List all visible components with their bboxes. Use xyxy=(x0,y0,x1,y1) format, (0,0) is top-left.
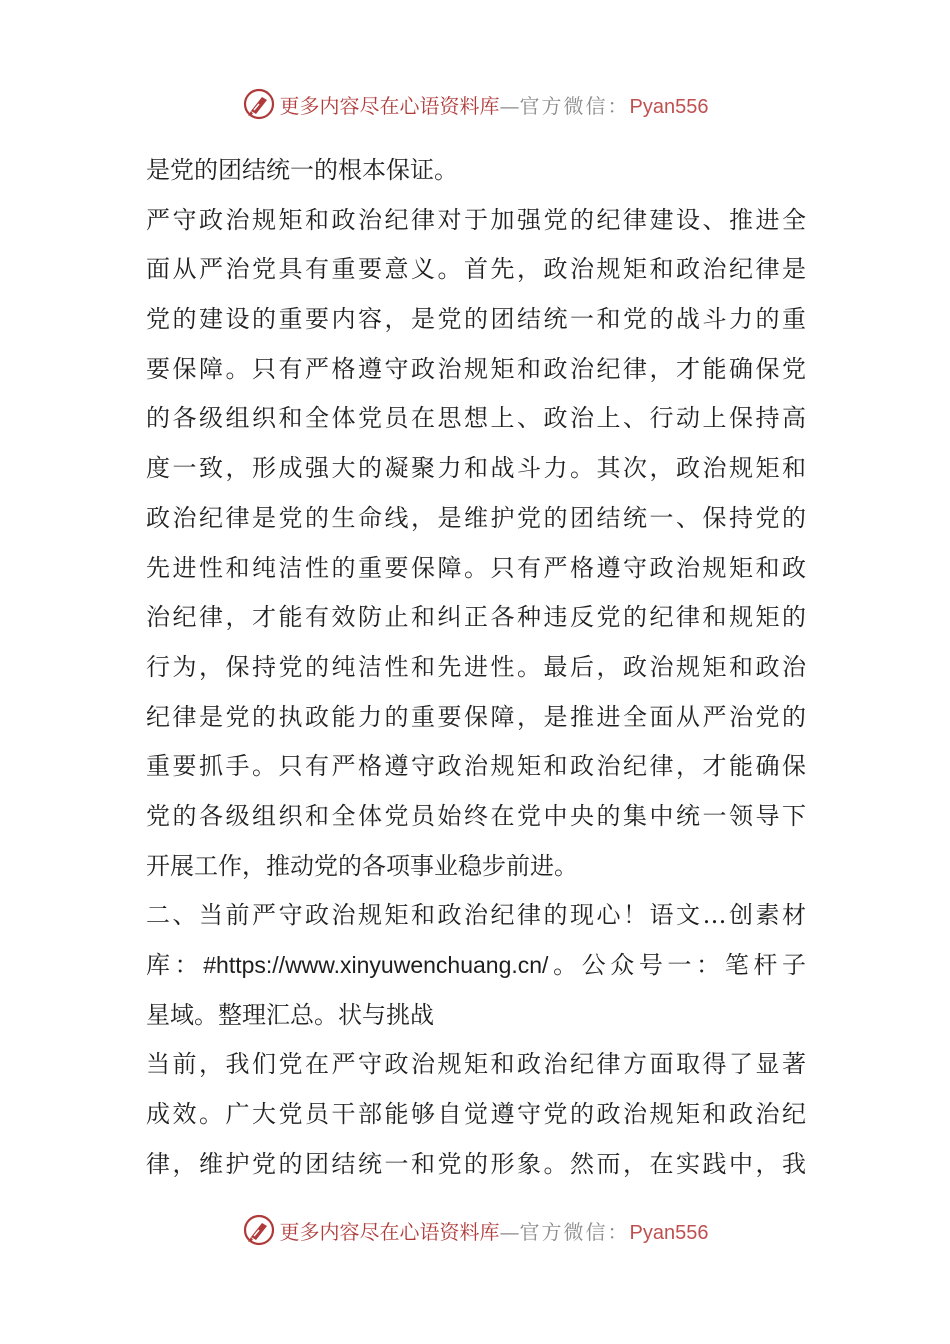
text-line: 面从严治党具有重要意义。首先，政治规矩和政治纪律是 xyxy=(146,255,806,284)
text-line: 星域。整理汇总。状与挑战 xyxy=(146,1000,434,1029)
text-line: 律，维护党的团结统一和党的形象。然而，在实践中，我 xyxy=(146,1149,806,1178)
section-heading-line: 二、当前严守政治规矩和政治纪律的现心！语文…创素材 xyxy=(146,901,806,930)
text-line: 的各级组织和全体党员在思想上、政治上、行动上保持高 xyxy=(146,404,806,433)
text-line: 党的建设的重要内容，是党的团结统一和党的战斗力的重 xyxy=(146,305,806,334)
pen-nib-logo-icon xyxy=(242,87,276,121)
text-line: 治纪律，才能有效防止和纠正各种违反党的纪律和规矩的 xyxy=(146,603,806,632)
text-line: 成效。广大党员干部能够自觉遵守党的政治规矩和政治纪 xyxy=(146,1100,806,1129)
banner-main-text: 更多内容尽在心语资料库 xyxy=(279,93,500,118)
website-link[interactable]: #https://www.xinyuwenchuang.cn/ xyxy=(203,952,549,978)
text-line: 先进性和纯洁性的重要保障。只有严格遵守政治规矩和政 xyxy=(146,553,806,582)
text-line: 重要抓手。只有严格遵守政治规矩和政治纪律，才能确保 xyxy=(146,752,806,781)
text-line: 纪律是党的执政能力的重要保障，是推进全面从严治党的 xyxy=(146,702,806,731)
pen-nib-logo-icon xyxy=(242,1213,276,1247)
banner-wechat-label: 官方微信： xyxy=(519,1219,630,1244)
text-line: 开展工作，推动党的各项事业稳步前进。 xyxy=(146,851,578,880)
text-line: 党的各级组织和全体党员始终在党中央的集中统一领导下 xyxy=(146,801,806,830)
url-line xyxy=(146,941,806,991)
banner-separator: — xyxy=(499,1219,520,1244)
text-line: 度一致，形成强大的凝聚力和战斗力。其次，政治规矩和 xyxy=(146,454,806,483)
text-line: 行为，保持党的纯洁性和先进性。最后，政治规矩和政治 xyxy=(146,652,806,681)
banner-wechat-label: 官方微信： xyxy=(519,93,630,118)
text-line: 严守政治规矩和政治纪律对于加强党的纪律建设、推进全 xyxy=(146,205,806,234)
text-line: 是党的团结统一的根本保证。 xyxy=(146,156,458,184)
banner-main-text: 更多内容尽在心语资料库 xyxy=(279,1219,500,1244)
footer-banner xyxy=(0,1210,950,1250)
header-banner xyxy=(0,84,950,124)
text-line: 政治纪律是党的生命线，是维护党的团结统一、保持党的 xyxy=(146,503,806,532)
text-line: 要保障。只有严格遵守政治规矩和政治纪律，才能确保党 xyxy=(146,354,806,383)
document-body xyxy=(146,146,806,1189)
banner-wechat-id: Pyan556 xyxy=(629,95,709,118)
banner-separator: — xyxy=(499,93,520,118)
url-line-suffix: 。公众号一：笔杆子 xyxy=(548,951,806,979)
text-line: 当前，我们党在严守政治规矩和政治纪律方面取得了显著 xyxy=(146,1050,806,1079)
url-line-prefix: 库： xyxy=(146,951,204,979)
banner-text xyxy=(280,90,709,119)
banner-text xyxy=(280,1216,709,1245)
banner-wechat-id: Pyan556 xyxy=(629,1221,709,1244)
